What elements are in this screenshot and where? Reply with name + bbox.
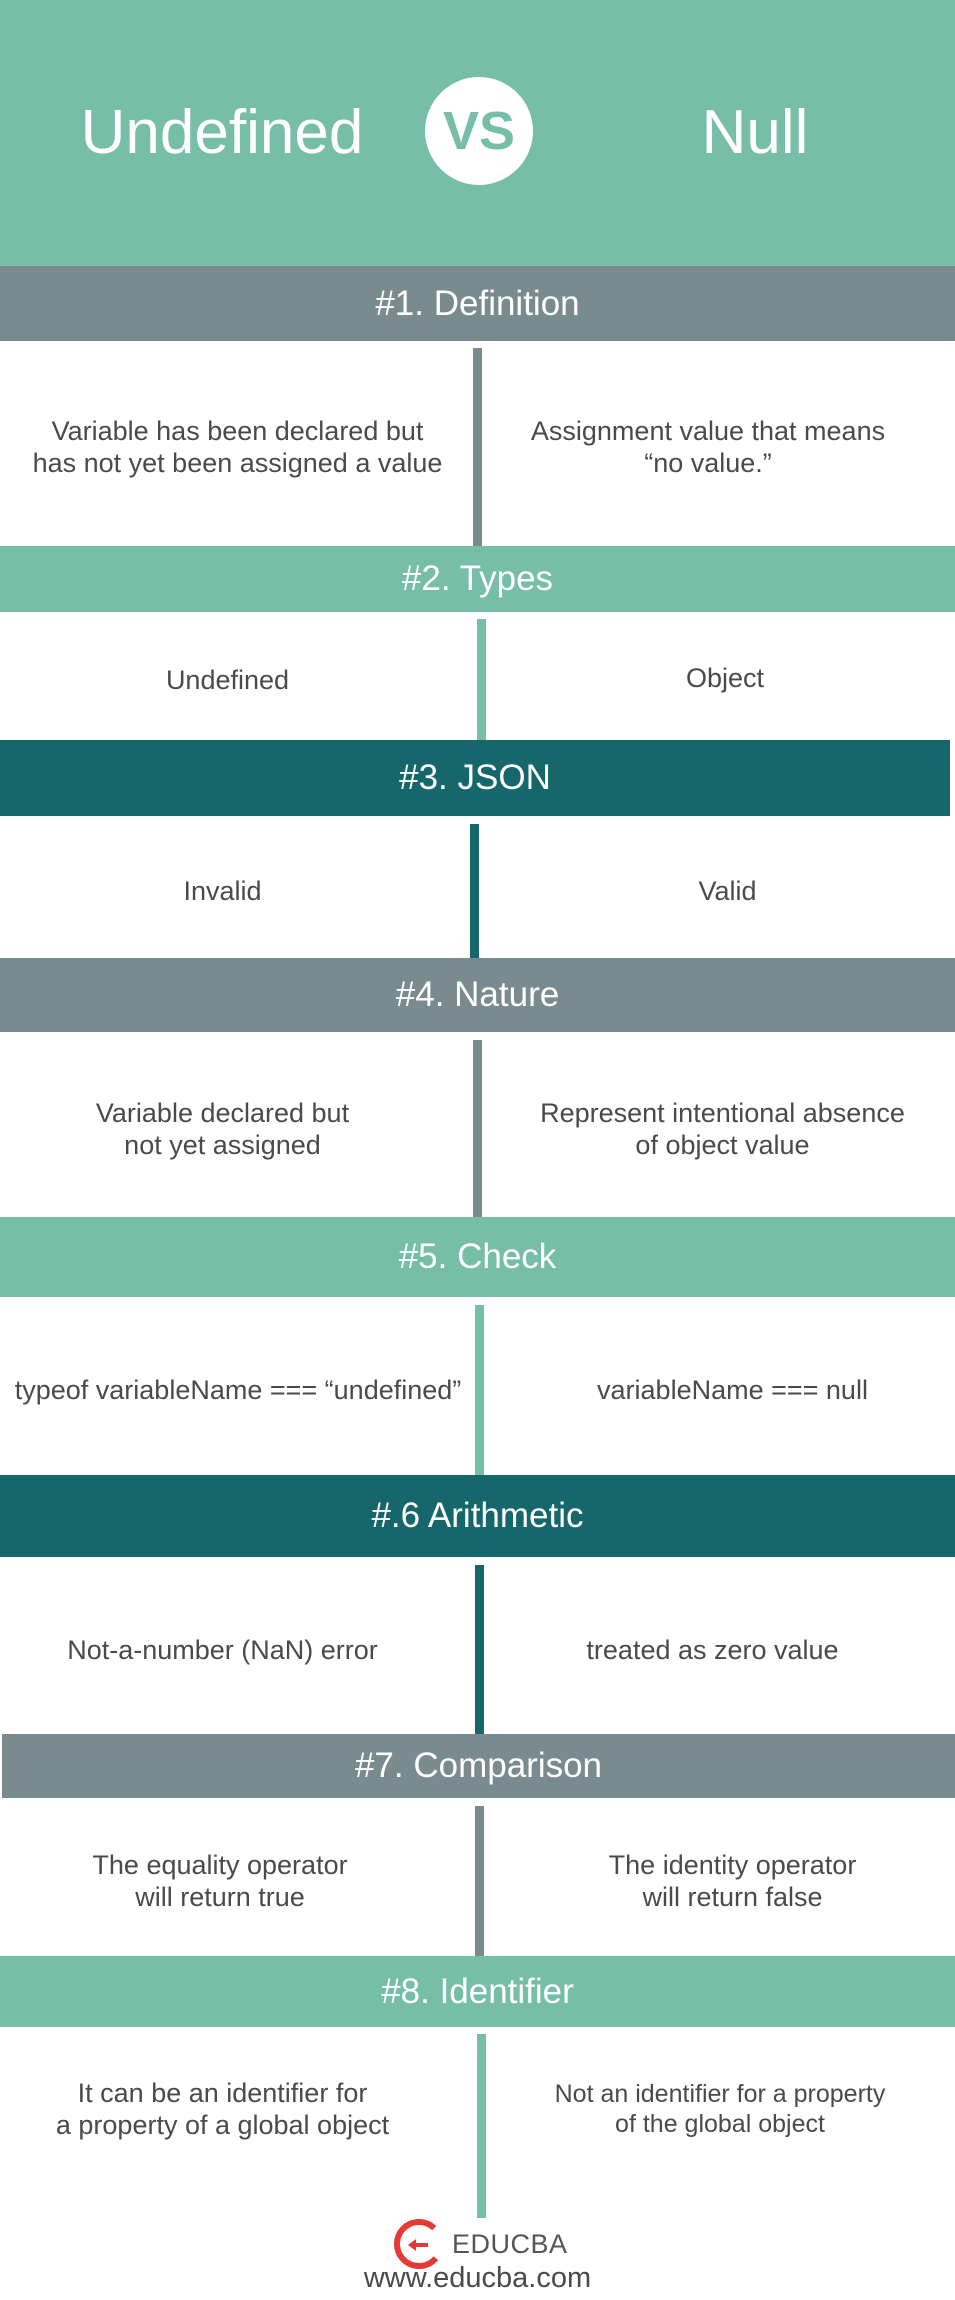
types-undefined: Undefined xyxy=(165,664,290,695)
check-undefined: typeof variableName === “undefined” xyxy=(14,1375,462,1405)
section-heading-identifier xyxy=(0,1956,955,2027)
column-divider xyxy=(473,348,482,546)
section-heading-types xyxy=(0,546,955,612)
section-heading-definition xyxy=(0,266,955,341)
section-heading-arithmetic xyxy=(0,1475,955,1557)
column-divider xyxy=(475,1806,484,1956)
column-divider xyxy=(475,1305,484,1475)
check-null: variableName === null xyxy=(597,1375,868,1405)
json-undefined: Invalid xyxy=(183,876,262,906)
comparison-undefined: The equality operator will return true xyxy=(92,1850,348,1912)
nature-null: Represent intentional absence of object value xyxy=(540,1097,905,1160)
identifier-null: Not an identifier for a property of the global object xyxy=(554,2080,886,2138)
vs-badge xyxy=(425,77,533,185)
right-title: Null xyxy=(701,98,809,167)
vs-label: VS xyxy=(442,101,516,161)
types-null: Object xyxy=(685,663,765,693)
footer-url[interactable]: www.educba.com xyxy=(363,2262,592,2294)
section-heading-text: #8. Identifier xyxy=(381,1971,574,2011)
column-divider xyxy=(470,824,479,958)
section-heading-text: #7. Comparison xyxy=(354,1746,603,1785)
json-null: Valid xyxy=(698,876,757,906)
section-heading-json xyxy=(0,740,950,816)
brand-name: EDUCBA xyxy=(452,2228,568,2259)
identifier-undefined: It can be an identifier for a property of a global object xyxy=(55,2078,390,2140)
column-divider xyxy=(475,1565,484,1734)
comparison-null: The identity operator will return false xyxy=(608,1850,857,1912)
nature-undefined: Variable declared but not yet assigned xyxy=(95,1097,350,1160)
section-heading-text: #1. Definition xyxy=(375,283,580,323)
arithmetic-undefined: Not-a-number (NaN) error xyxy=(67,1634,378,1665)
header-banner xyxy=(0,0,955,266)
section-heading-check xyxy=(0,1217,955,1297)
section-heading-text: #2. Types xyxy=(401,559,554,598)
section-heading-text: #4. Nature xyxy=(395,975,560,1014)
section-heading-comparison xyxy=(2,1734,955,1798)
definition-null: Assignment value that means “no value.” xyxy=(530,416,886,478)
section-heading-nature xyxy=(0,958,955,1032)
column-divider xyxy=(477,619,486,740)
section-heading-text: #3. JSON xyxy=(399,758,551,797)
arithmetic-null: treated as zero value xyxy=(586,1634,839,1665)
column-divider xyxy=(473,1040,482,1217)
definition-undefined: Variable has been declared but has not yet been assigned a value xyxy=(32,416,443,478)
left-title: Undefined xyxy=(80,98,364,167)
section-heading-text: #5. Check xyxy=(398,1237,557,1276)
section-heading-text: #.6 Arithmetic xyxy=(371,1496,584,1535)
column-divider xyxy=(477,2034,486,2218)
